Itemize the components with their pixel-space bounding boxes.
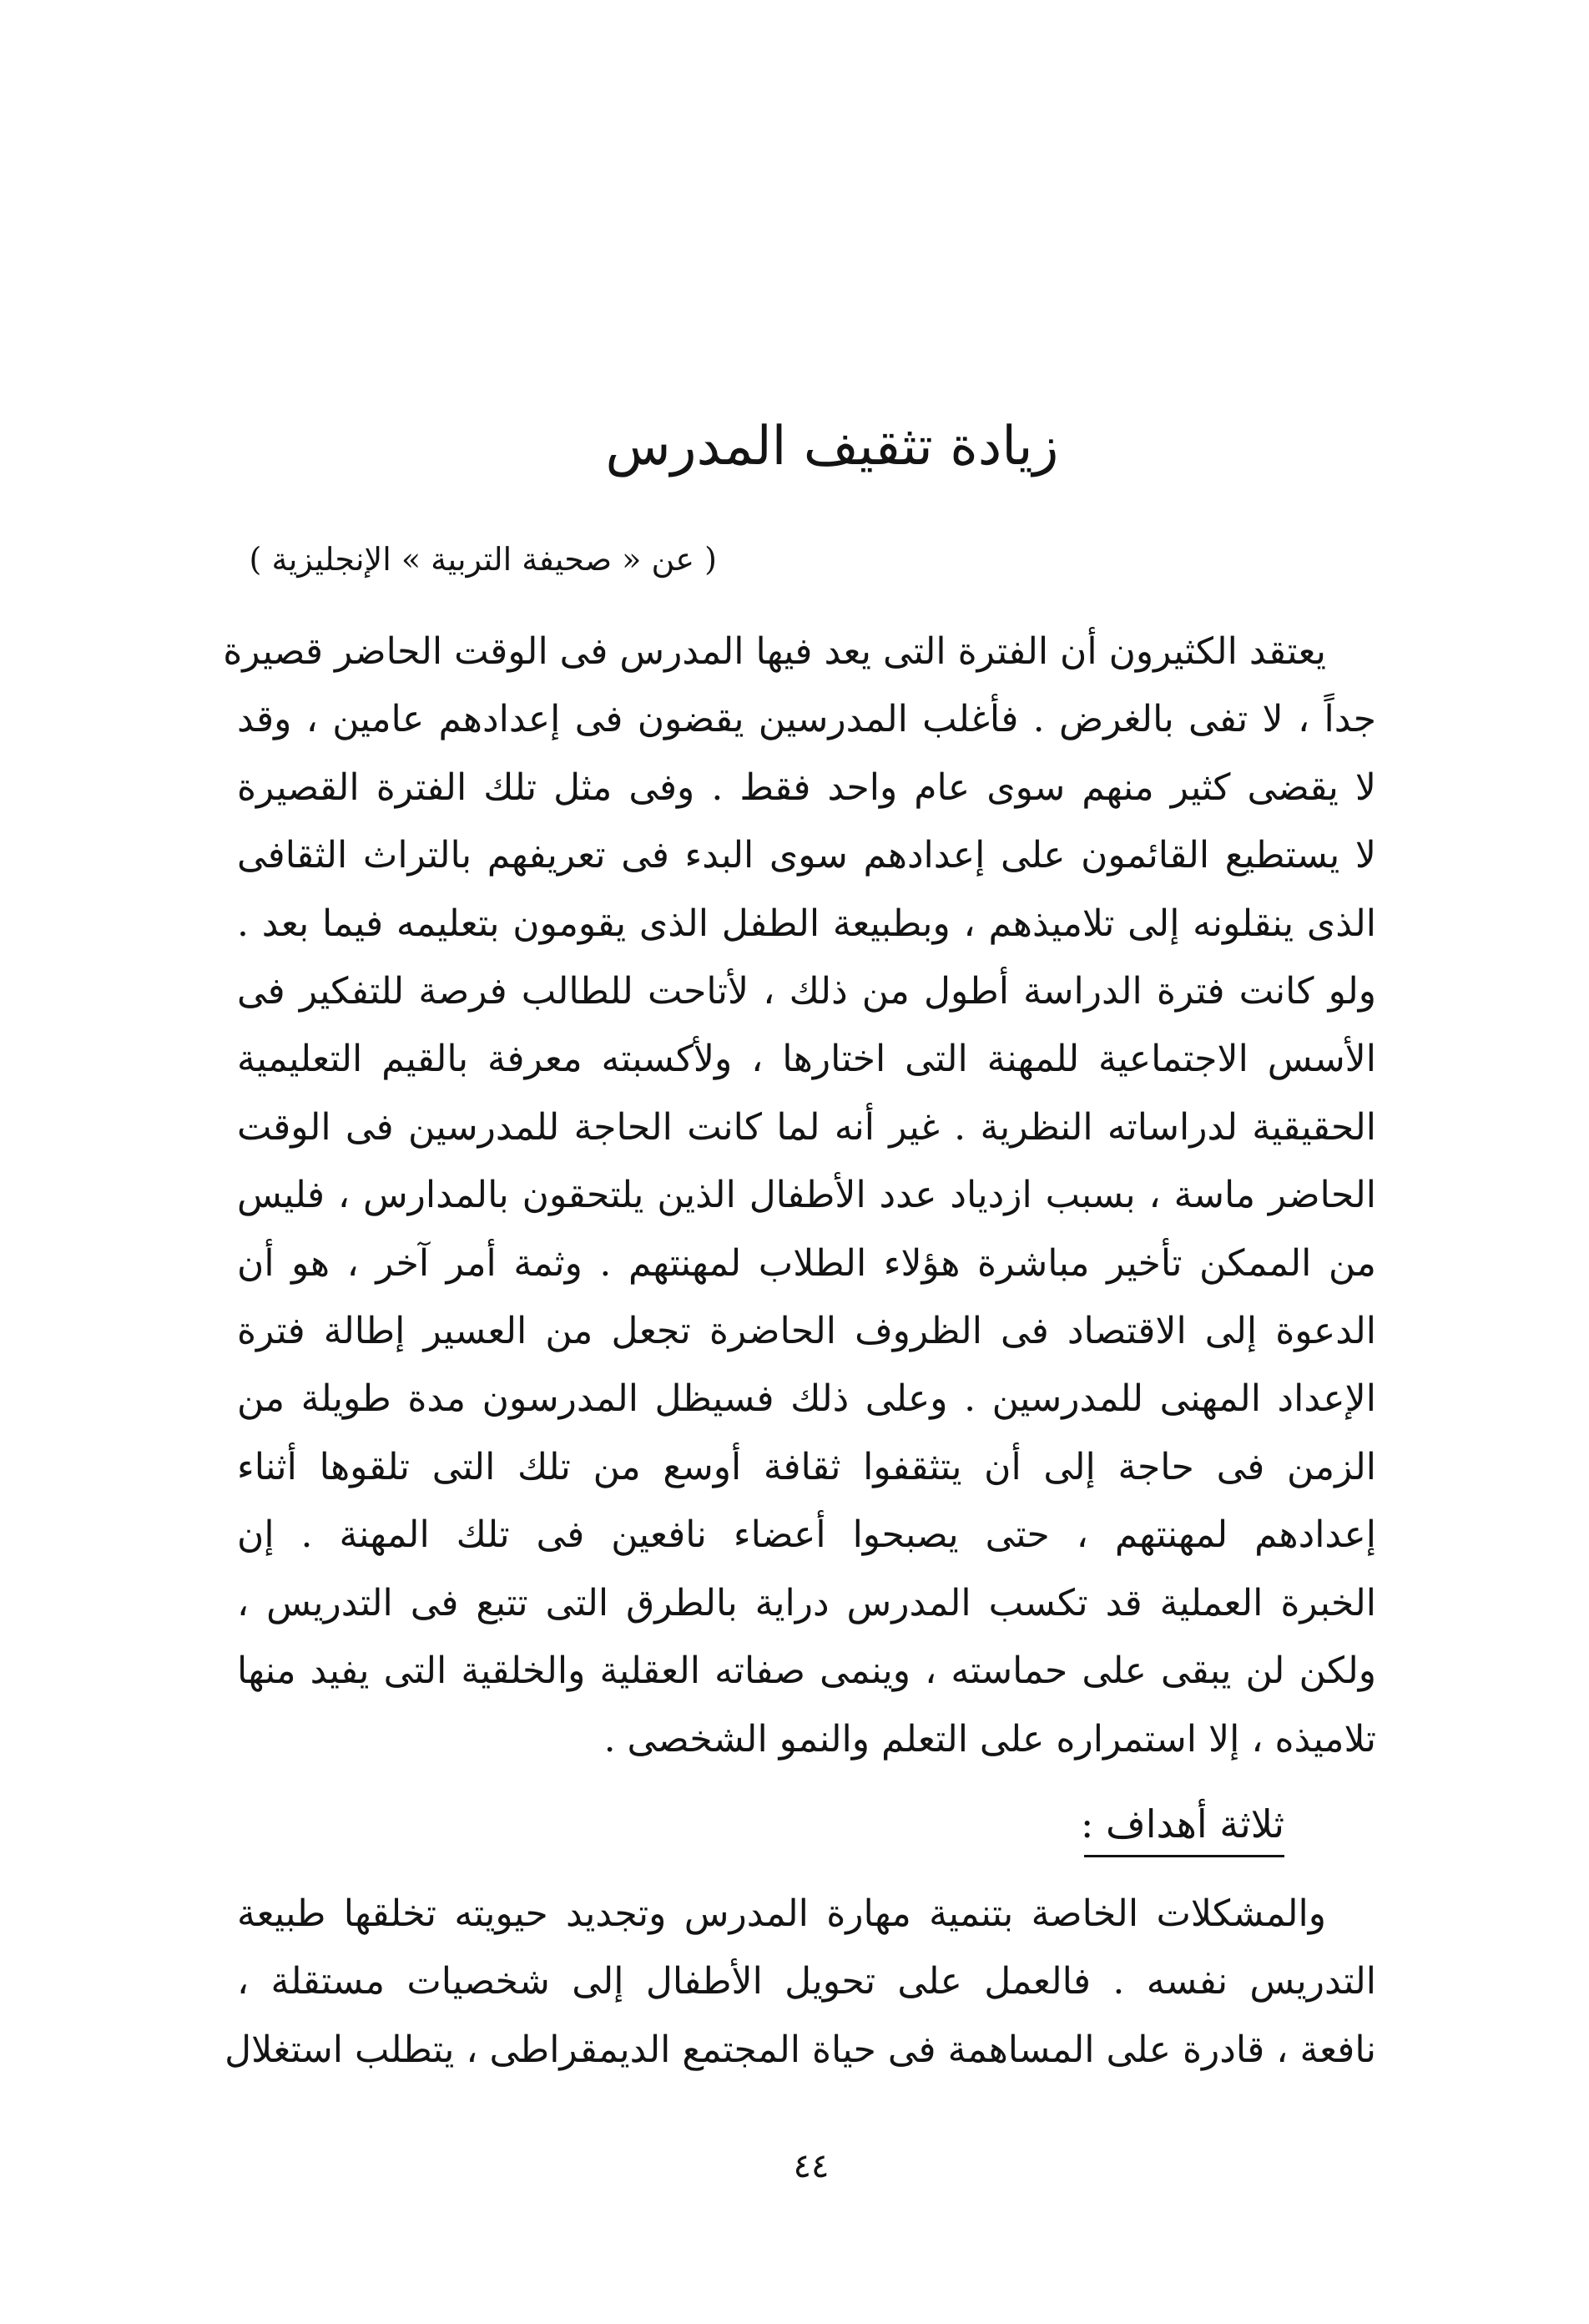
paragraph-1-text xyxy=(223,618,1376,1773)
paragraph-line: تلاميذه ، إلا استمراره على التعلم والنمو الشخصى . xyxy=(603,1717,1376,1761)
page-number: ٤٤ xyxy=(793,2147,830,2185)
paragraph-line: الزمن فى حاجة إلى أن يتثقفوا ثقافة أوسع من تلك التى تلقوها أثناء xyxy=(237,1445,1376,1488)
paragraph-line: والمشكلات الخاصة بتنمية مهارة المدرس وتجديد حيويته تخلقها طبيعة xyxy=(237,1892,1326,1935)
paragraph-line: إعدادهم لمهنتهم ، حتى يصبحوا أعضاء نافعين فى تلك المهنة . إن xyxy=(237,1513,1376,1557)
paragraph-line: ولو كانت فترة الدراسة أطول من ذلك ، لأتاحت للطالب فرصة للتفكير فى xyxy=(237,970,1376,1013)
section-subheading: ثلاثة أهداف : xyxy=(1080,1801,1284,1847)
paragraph-line: الذى ينقلونه إلى تلاميذهم ، وبطبيعة الطفل الذى يقومون بتعليمه فيما بعد . xyxy=(237,902,1376,945)
paragraph-line: الدعوة إلى الاقتصاد فى الظروف الحاضرة تجعل من العسير إطالة فترة xyxy=(237,1310,1376,1353)
paragraph-line: لا يستطيع القائمون على إعدادهم سوى البدء فى تعريفهم بالتراث الثقافى xyxy=(237,834,1376,877)
paragraph-line: يعتقد الكثيرون أن الفترة التى يعد فيها المدرس فى الوقت الحاضر قصيرة xyxy=(223,630,1326,673)
article-title: زيادة تثقيف المدرس xyxy=(605,416,1059,477)
paragraph-2 xyxy=(224,1880,1376,2084)
paragraph-line: الأسس الاجتماعية للمهنة التى اختارها ، ولأكسبته معرفة بالقيم التعليمية xyxy=(237,1038,1376,1081)
article-source: ( عن « صحيفة التربية » الإنجليزية ) xyxy=(249,541,717,578)
paragraph-line: ولكن لن يبقى على حماسته ، وينمى صفاته العقلية والخلقية التى يفيد منها xyxy=(237,1650,1376,1693)
paragraph-2-text xyxy=(224,1880,1376,2084)
paragraph-line: الحقيقية لدراساته النظرية . غير أنه لما كانت الحاجة للمدرسين فى الوقت xyxy=(237,1105,1376,1149)
paragraph-line: نافعة ، قادرة على المساهمة فى حياة المجتمع الديمقراطى ، يتطلب استغلال xyxy=(224,2028,1376,2071)
paragraph-line: الإعداد المهنى للمدرسين . وعلى ذلك فسيظل المدرسون مدة طويلة من xyxy=(237,1377,1376,1421)
paragraph-1 xyxy=(223,618,1376,1773)
paragraph-line: لا يقضى كثير منهم سوى عام واحد فقط . وفى مثل تلك الفترة القصيرة xyxy=(237,765,1376,809)
paragraph-line: الخبرة العملية قد تكسب المدرس دراية بالطرق التى تتبع فى التدريس ، xyxy=(237,1581,1376,1624)
paragraph-line: الحاضر ماسة ، بسبب ازدياد عدد الأطفال الذين يلتحقون بالمدارس ، فليس xyxy=(237,1174,1376,1217)
paragraph-line: التدريس نفسه . فالعمل على تحويل الأطفال إلى شخصيات مستقلة ، xyxy=(237,1960,1376,2003)
paragraph-line: من الممكن تأخير مباشرة هؤلاء الطلاب لمهنتهم . وثمة أمر آخر ، هو أن xyxy=(237,1241,1376,1285)
subheading-underline xyxy=(1084,1855,1284,1857)
paragraph-line: جداً ، لا تفى بالغرض . فأغلب المدرسين يقضون فى إعدادهم عامين ، وقد xyxy=(237,698,1376,741)
